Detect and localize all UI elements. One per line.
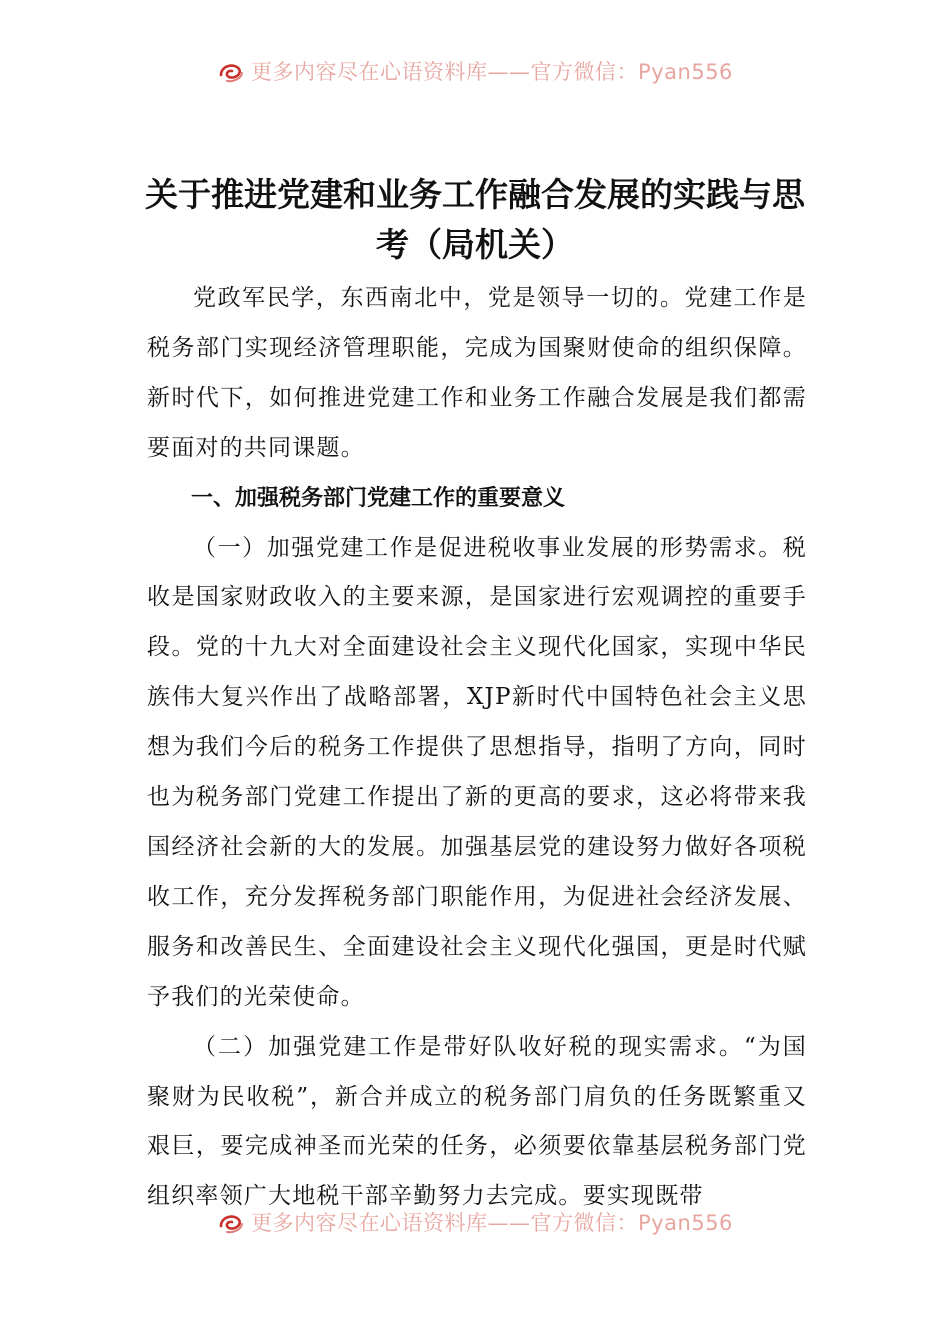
paragraph-1: （一）加强党建工作是促进税收事业发展的形势需求。税收是国家财政收入的主要来源，是国家进行宏观调控的重要手段。党的十九大对全面建设社会主义现代化国家，实现中华民族伟大复兴作出了战略部署，XJP新时代中国特色社会主义思想为我们今后的税务工作提供了思想指导，指明了方向，同时也为税务部门党建工作提出了新的更高的要求，这必将带来我国经济社会新的大的发展。加强基层党的建设努力做好各项税收工作，充分发挥税务部门职能作用，为促进社会经济发展、服务和改善民生、全面建设社会主义现代化强国，更是时代赋予我们的光荣使命。 — [147, 534, 807, 1010]
paragraph-2: （二）加强党建工作是带好队收好税的现实需求。“为国聚财为民收税”，新合并成立的税务部门肩负的任务既繁重又艰巨，要完成神圣而光荣的任务，必须要依靠基层税务部门党组织率领广大地税干部辛勤努力去完成。要实现既带 — [147, 1033, 807, 1210]
document-body — [147, 274, 807, 1222]
header-watermark — [0, 52, 950, 86]
document-title: 关于推进党建和业务工作融合发展的实践与思考（局机关） — [145, 175, 805, 264]
watermark-text: 更多内容尽在心语资料库——官方微信：Pyan556 — [251, 1211, 733, 1235]
section-heading-1: 一、加强税务部门党建工作的重要意义 — [191, 485, 566, 511]
footer-watermark — [0, 1203, 950, 1237]
intro-paragraph: 党政军民学，东西南北中，党是领导一切的。党建工作是税务部门实现经济管理职能，完成为国聚财使命的组织保障。新时代下，如何推进党建工作和业务工作融合发展是我们都需要面对的共同课题。 — [147, 285, 807, 461]
swirl-logo-icon — [217, 59, 245, 83]
swirl-logo-icon — [217, 1210, 245, 1234]
watermark-text: 更多内容尽在心语资料库——官方微信：Pyan556 — [251, 60, 733, 84]
